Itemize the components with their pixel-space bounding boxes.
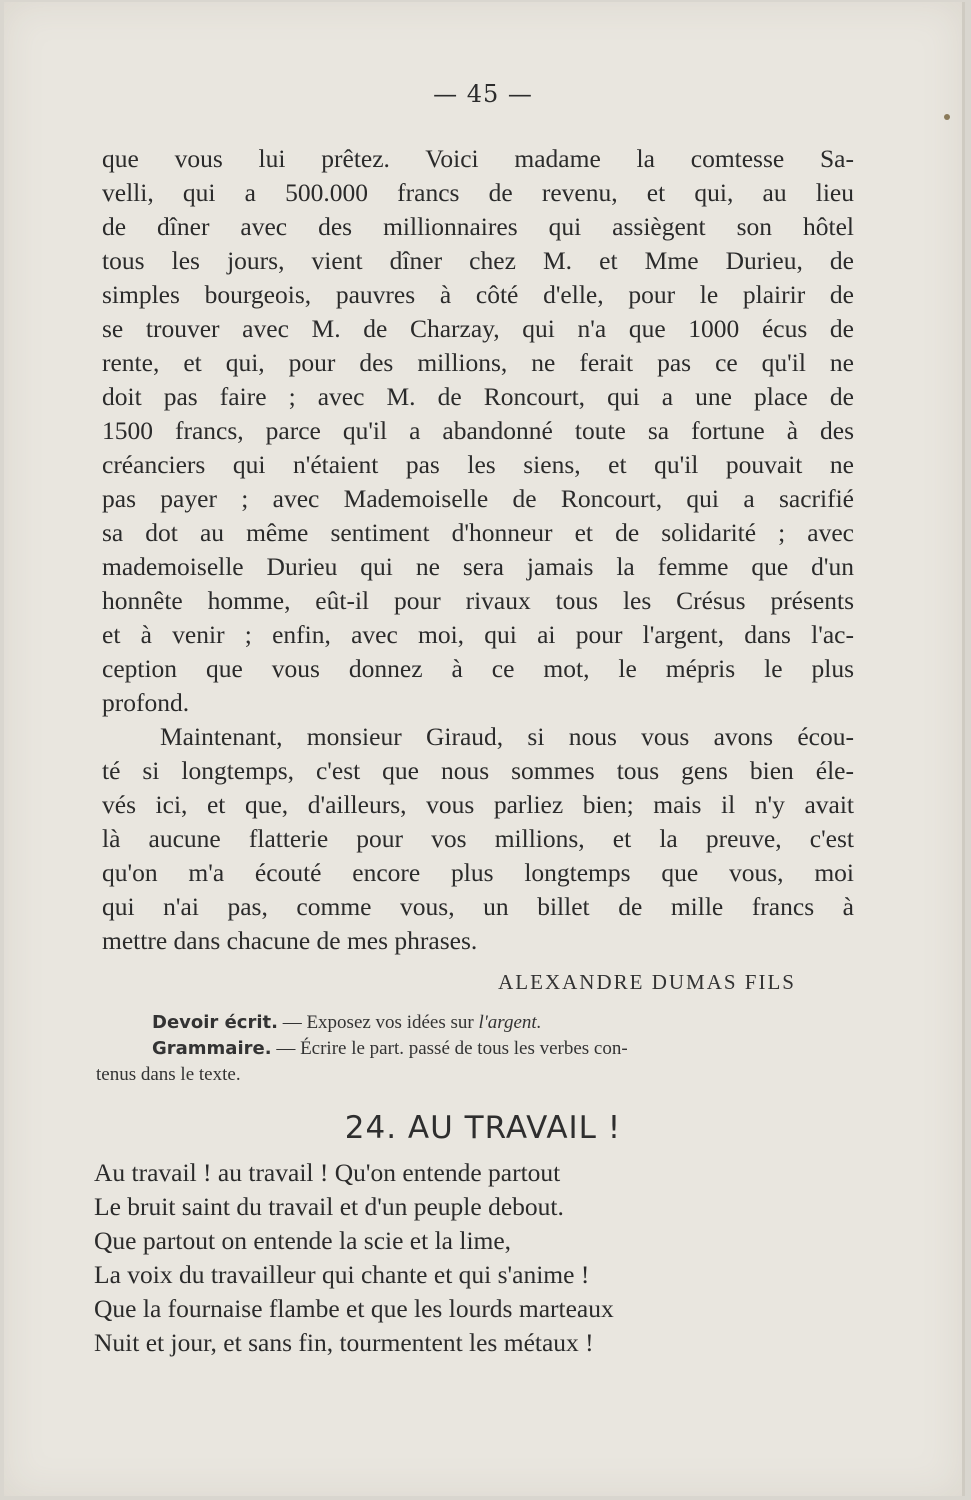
prose-line: doit pas faire ; avec M. de Roncourt, qui a une place de — [102, 382, 854, 411]
exercise-grammaire — [96, 1036, 836, 1062]
prose-line: qu'on m'a écouté encore plus longtemps que vous, moi — [102, 858, 854, 887]
poem-line: Le bruit saint du travail et d'un peuple debout. — [94, 1192, 564, 1221]
prose-line: ception que vous donnez à ce mot, le mépris le plus — [102, 654, 854, 683]
poem-line: La voix du travailleur qui chante et qui s'anime ! — [94, 1260, 590, 1289]
prose-line: de dîner avec des millionnaires qui assiègent son hôtel — [102, 212, 854, 241]
prose-line: que vous lui prêtez. Voici madame la comtesse Sa- — [102, 144, 854, 173]
prose-line: créanciers qui n'étaient pas les siens, et qu'il pouvait ne — [102, 450, 854, 479]
poem-text — [94, 1156, 814, 1360]
exercise-devoir — [96, 1010, 836, 1036]
book-page — [4, 2, 965, 1496]
grammaire-text: — Écrire le part. passé de tous les verbes con- — [271, 1038, 628, 1059]
prose-line: mademoiselle Durieu qui ne sera jamais la femme que d'un — [102, 552, 854, 581]
poem-line: Que partout on entende la scie et la lime, — [94, 1226, 512, 1255]
prose-line: et à venir ; enfin, avec moi, qui ai pour l'argent, dans l'ac- — [102, 620, 854, 649]
prose-line: 1500 francs, parce qu'il a abandonné toute sa fortune à des — [102, 416, 854, 445]
devoir-italic: l'argent. — [478, 1012, 542, 1033]
prose-line: profond. — [102, 688, 190, 717]
exercises-block — [96, 1010, 836, 1088]
prose-line: simples bourgeois, pauvres à côté d'elle, pour le plairir de — [102, 280, 854, 309]
prose-text — [102, 142, 854, 958]
prose-line: té si longtemps, c'est que nous sommes tous gens bien éle- — [102, 756, 854, 785]
prose-line: mettre dans chacune de mes phrases. — [102, 926, 478, 955]
prose-line: vés ici, et que, d'ailleurs, vous parliez bien; mais il n'y avait — [102, 790, 854, 819]
page-number: — 45 — — [433, 80, 533, 108]
poem-line: Au travail ! au travail ! Qu'on entende partout — [94, 1158, 561, 1187]
prose-line: rente, et qui, pour des millions, ne ferait pas ce qu'il ne — [102, 348, 854, 377]
prose-line: pas payer ; avec Mademoiselle de Roncourt, qui a sacrifié — [102, 484, 854, 513]
poem-title: 24. AU TRAVAIL ! — [344, 1110, 622, 1146]
prose-line: velli, qui a 500.000 francs de revenu, et qui, au lieu — [102, 178, 854, 207]
devoir-label: Devoir écrit. — [152, 1012, 278, 1033]
poem-line: Que la fournaise flambe et que les lourds marteaux — [94, 1294, 614, 1323]
prose-line: qui n'ai pas, comme vous, un billet de mille francs à — [102, 892, 854, 921]
devoir-text: — Exposez vos idées sur — [277, 1012, 479, 1033]
grammaire-label: Grammaire. — [152, 1038, 272, 1059]
author-signature: ALEXANDRE DUMAS FILS — [498, 970, 796, 994]
prose-line: sa dot au même sentiment d'honneur et de solidarité ; avec — [102, 518, 854, 547]
prose-line: honnête homme, eût-il pour rivaux tous les Crésus présents — [102, 586, 854, 615]
poem-line: Nuit et jour, et sans fin, tourmentent les métaux ! — [94, 1328, 594, 1357]
prose-line: se trouver avec M. de Charzay, qui n'a que 1000 écus de — [102, 314, 854, 343]
grammaire-continuation: tenus dans le texte. — [96, 1064, 241, 1085]
prose-line: là aucune flatterie pour vos millions, et la preuve, c'est — [102, 824, 854, 853]
prose-line: Maintenant, monsieur Giraud, si nous vous avons écou- — [160, 722, 854, 751]
prose-line: tous les jours, vient dîner chez M. et Mme Durieu, de — [102, 246, 854, 275]
ink-speck — [944, 114, 950, 120]
